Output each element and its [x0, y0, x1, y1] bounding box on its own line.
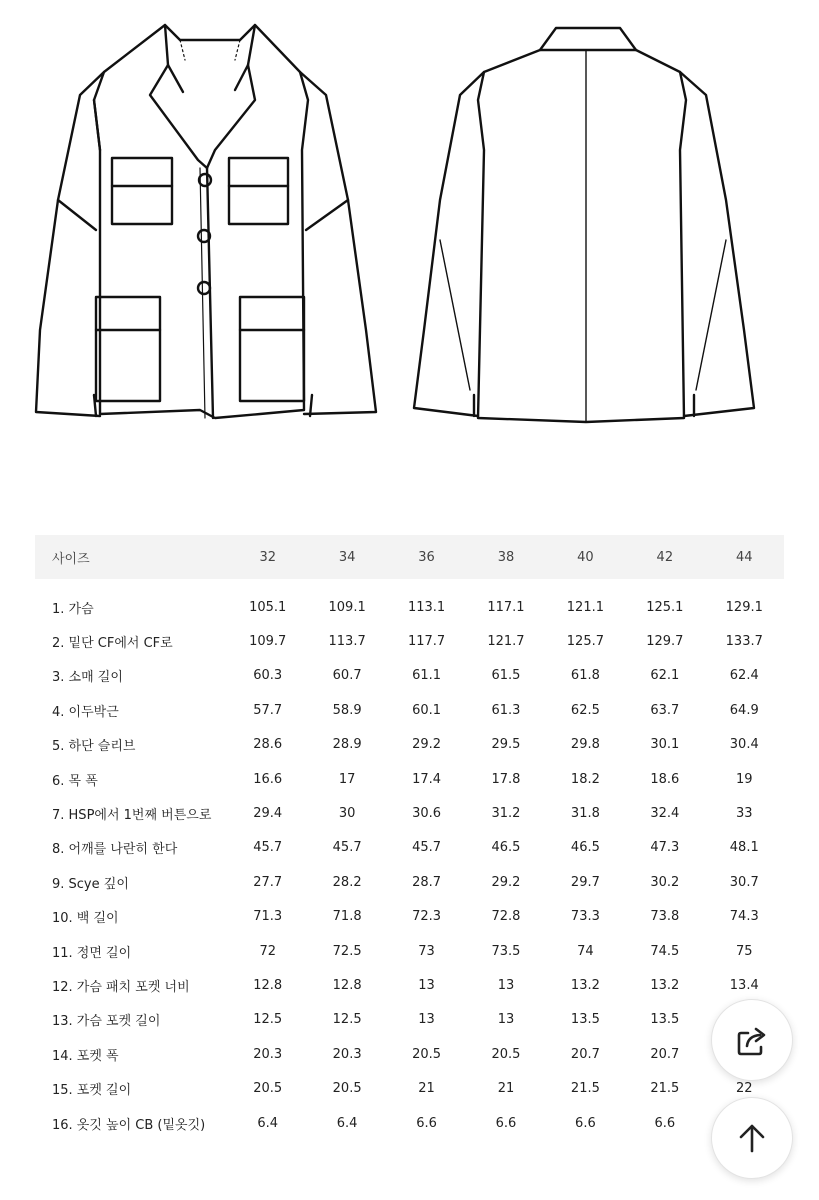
measurement-value: 29.2 — [412, 737, 442, 753]
measurement-value: 61.3 — [491, 702, 521, 718]
measurement-value: 6.6 — [654, 1115, 676, 1131]
arrow-up-icon — [734, 1120, 770, 1156]
measurement-label: 9. Scye 깊이 — [52, 876, 129, 892]
measurement-label: 2. 밑단 CF에서 CF로 — [52, 636, 173, 652]
measurement-value: 13.2 — [570, 977, 600, 993]
measurement-value: 60.1 — [412, 702, 442, 718]
measurement-value: 29.2 — [491, 874, 521, 890]
measurement-label: 5. 하단 슬리브 — [52, 739, 136, 755]
size-table-row — [35, 590, 784, 624]
size-header-cell: 32 — [259, 549, 276, 565]
measurement-value: 27.7 — [253, 874, 283, 890]
measurement-value: 20.3 — [253, 1046, 283, 1062]
measurement-value: 13.5 — [650, 1012, 680, 1028]
measurement-value: 125.1 — [646, 599, 684, 615]
measurement-value: 46.5 — [570, 840, 600, 856]
measurement-value: 6.4 — [257, 1115, 279, 1131]
measurement-label: 16. 옷깃 높이 CB (밑옷깃) — [52, 1117, 206, 1133]
measurement-value: 75 — [735, 943, 753, 959]
measurement-value: 31.2 — [491, 806, 521, 822]
size-table-row — [35, 728, 784, 762]
measurement-value: 21 — [497, 1081, 515, 1097]
measurement-value: 13 — [418, 977, 435, 993]
measurement-value: 20.5 — [491, 1046, 521, 1062]
size-table-row — [35, 1071, 784, 1105]
measurement-value: 73.5 — [491, 943, 521, 959]
share-button[interactable] — [711, 999, 793, 1081]
size-table-row — [35, 900, 784, 934]
size-table-row — [35, 865, 784, 899]
measurement-value: 45.7 — [253, 840, 283, 856]
measurement-value: 20.5 — [412, 1046, 442, 1062]
size-table-row — [35, 762, 784, 796]
measurement-value: 121.7 — [487, 634, 525, 650]
measurement-value: 117.7 — [407, 634, 446, 650]
size-chart-table — [35, 535, 784, 1140]
size-table-row — [35, 659, 784, 693]
measurement-value: 60.7 — [332, 668, 362, 684]
measurement-value: 109.7 — [249, 634, 287, 650]
measurement-value: 6.4 — [336, 1115, 358, 1131]
measurement-value: 71.3 — [253, 909, 283, 925]
measurement-value: 72.8 — [491, 909, 521, 925]
measurement-label: 10. 백 길이 — [52, 911, 119, 927]
measurement-value: 20.7 — [570, 1046, 600, 1062]
measurement-value: 30.4 — [729, 737, 759, 753]
measurement-value: 30.2 — [650, 874, 680, 890]
measurement-value: 12.5 — [332, 1012, 362, 1028]
measurement-label: 7. HSP에서 1번째 버튼으로 — [52, 808, 212, 824]
measurement-value: 74.3 — [729, 909, 759, 925]
measurement-value: 72.3 — [412, 909, 442, 925]
measurement-value: 13 — [497, 1012, 515, 1028]
measurement-value: 72 — [259, 943, 276, 959]
measurement-value: 13.4 — [729, 977, 759, 993]
measurement-value: 22 — [735, 1081, 753, 1097]
size-table-row — [35, 968, 784, 1002]
measurement-value: 61.8 — [570, 668, 600, 684]
measurement-value: 62.4 — [729, 668, 759, 684]
measurement-value: 60.3 — [253, 668, 283, 684]
measurement-value: 20.3 — [332, 1046, 362, 1062]
measurement-label: 3. 소매 길이 — [52, 670, 123, 686]
measurement-value: 48.1 — [729, 840, 759, 856]
measurement-value: 125.7 — [566, 634, 604, 650]
measurement-value: 33 — [735, 806, 753, 822]
size-header-cell: 42 — [656, 549, 674, 565]
measurement-value: 32.4 — [650, 806, 680, 822]
size-header-cell: 34 — [338, 549, 356, 565]
measurement-value: 45.7 — [332, 840, 362, 856]
measurement-value: 121.1 — [566, 599, 604, 615]
measurement-value: 18.2 — [570, 771, 600, 787]
jacket-back-view — [414, 28, 754, 422]
measurement-value: 31.8 — [570, 806, 600, 822]
measurement-value: 19 — [735, 771, 753, 787]
measurement-label: 14. 포켓 폭 — [52, 1048, 119, 1064]
measurement-value: 64.9 — [729, 702, 759, 718]
size-header-cell: 36 — [418, 549, 435, 565]
measurement-value: 72.5 — [332, 943, 362, 959]
measurement-value: 29.8 — [570, 737, 600, 753]
size-header-row — [35, 535, 784, 579]
measurement-value: 30.7 — [729, 874, 759, 890]
measurement-value: 45.7 — [412, 840, 442, 856]
size-table-row — [35, 934, 784, 968]
measurement-value: 46.5 — [491, 840, 521, 856]
measurement-value: 73.3 — [570, 909, 600, 925]
size-table-row — [35, 831, 784, 865]
measurement-value: 17.4 — [412, 771, 442, 787]
measurement-value: 30.1 — [650, 737, 680, 753]
measurement-value: 21.5 — [570, 1081, 600, 1097]
measurement-value: 17.8 — [491, 771, 521, 787]
jacket-sketch — [0, 0, 819, 500]
measurement-value: 61.5 — [491, 668, 521, 684]
measurement-value: 73 — [418, 943, 435, 959]
measurement-value: 129.7 — [646, 634, 684, 650]
measurement-value: 28.7 — [412, 874, 442, 890]
measurement-value: 21 — [418, 1081, 435, 1097]
measurement-value: 74.5 — [650, 943, 680, 959]
measurement-value: 6.6 — [575, 1115, 596, 1131]
size-table-row — [35, 1106, 784, 1140]
measurement-label: 15. 포켓 길이 — [52, 1083, 132, 1099]
measurement-value: 71.8 — [332, 909, 362, 925]
size-header-cell: 44 — [735, 549, 753, 565]
measurement-value: 62.5 — [570, 702, 600, 718]
measurement-value: 129.1 — [725, 599, 763, 615]
measurement-value: 28.9 — [332, 737, 362, 753]
measurement-value: 109.1 — [328, 599, 366, 615]
measurement-label: 13. 가슴 포켓 길이 — [52, 1014, 161, 1030]
measurement-value: 30.6 — [412, 806, 442, 822]
measurement-value: 18.6 — [650, 771, 680, 787]
size-table-row — [35, 624, 784, 658]
measurement-label: 8. 어깨를 나란히 한다 — [52, 842, 178, 858]
measurement-value: 28.2 — [332, 874, 362, 890]
measurement-label: 12. 가슴 패치 포켓 너비 — [52, 979, 190, 995]
measurement-label: 6. 목 폭 — [52, 773, 98, 789]
size-table-row — [35, 1003, 784, 1037]
measurement-value: 13.5 — [570, 1012, 600, 1028]
size-header-cell: 40 — [577, 549, 594, 565]
measurement-value: 73.8 — [650, 909, 680, 925]
size-header-label: 사이즈 — [52, 551, 90, 567]
jacket-front-view — [36, 25, 376, 418]
measurement-value: 12.8 — [253, 977, 283, 993]
measurement-value: 47.3 — [650, 840, 680, 856]
measurement-value: 6.6 — [416, 1115, 437, 1131]
measurement-value: 113.1 — [407, 599, 446, 615]
measurement-label: 1. 가슴 — [52, 601, 94, 617]
measurement-value: 13.2 — [650, 977, 680, 993]
measurement-value: 133.7 — [725, 634, 763, 650]
measurement-label: 11. 정면 길이 — [52, 945, 132, 961]
measurement-value: 30 — [338, 806, 356, 822]
measurement-value: 12.8 — [332, 977, 362, 993]
measurement-value: 6.6 — [495, 1115, 517, 1131]
measurement-label: 4. 이두박근 — [52, 704, 119, 720]
measurement-value: 29.4 — [253, 806, 283, 822]
measurement-value: 74 — [577, 943, 594, 959]
measurement-value: 29.5 — [491, 737, 521, 753]
measurement-value: 113.7 — [328, 634, 366, 650]
measurement-value: 12.5 — [253, 1012, 283, 1028]
measurement-value: 105.1 — [249, 599, 287, 615]
measurement-value: 13 — [497, 977, 515, 993]
measurement-value: 28.6 — [253, 737, 283, 753]
size-table-row — [35, 796, 784, 830]
share-icon — [732, 1020, 772, 1060]
measurement-value: 117.1 — [487, 599, 525, 615]
measurement-value: 20.5 — [253, 1081, 283, 1097]
measurement-value: 20.5 — [332, 1081, 362, 1097]
scroll-to-top-button[interactable] — [711, 1097, 793, 1179]
size-table-row — [35, 1037, 784, 1071]
measurement-value: 57.7 — [253, 702, 283, 718]
measurement-value: 21.5 — [650, 1081, 680, 1097]
measurement-value: 61.1 — [412, 668, 442, 684]
measurement-value: 16.6 — [253, 771, 283, 787]
measurement-value: 63.7 — [650, 702, 680, 718]
size-table-row — [35, 693, 784, 727]
measurement-value: 29.7 — [570, 874, 600, 890]
measurement-value: 13 — [418, 1012, 435, 1028]
measurement-value: 20.7 — [650, 1046, 680, 1062]
measurement-value: 62.1 — [650, 668, 680, 684]
measurement-value: 17 — [338, 771, 356, 787]
measurement-value: 58.9 — [332, 702, 362, 718]
size-header-cell: 38 — [497, 549, 515, 565]
